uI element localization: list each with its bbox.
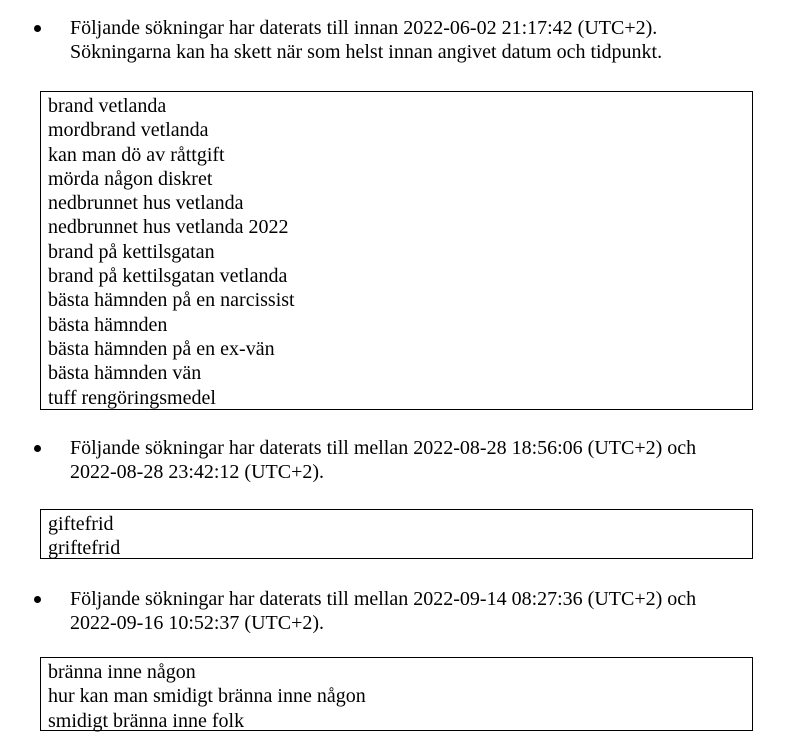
search-term: giftefrid bbox=[48, 513, 114, 535]
search-term: brand på kettilsgatan vetlanda bbox=[48, 265, 288, 288]
heading-line: Följande sökningar har daterats till mellan 2022-08-28 18:56:06 (UTC+2) och bbox=[70, 437, 697, 459]
section-2-search-list bbox=[40, 509, 753, 559]
section-1-search-list bbox=[40, 91, 753, 410]
bullet-icon bbox=[34, 596, 41, 603]
section-1-heading bbox=[70, 16, 770, 64]
search-term: mordbrand vetlanda bbox=[48, 119, 209, 142]
search-term: bästa hämnden på en ex-vän bbox=[48, 337, 275, 360]
search-term: griftefrid bbox=[48, 537, 121, 560]
section-2-heading bbox=[70, 436, 770, 484]
search-term: kan man dö av råttgift bbox=[48, 143, 225, 166]
search-term: nedbrunnet hus vetlanda bbox=[48, 192, 244, 215]
search-term: hur kan man smidigt bränna inne någon bbox=[48, 685, 366, 708]
search-term: mörda någon diskret bbox=[48, 167, 213, 190]
search-term: bränna inne någon bbox=[48, 661, 196, 683]
heading-line: Sökningarna kan ha skett när som helst innan angivet datum och tidpunkt. bbox=[70, 41, 663, 63]
search-term: bästa hämnden bbox=[48, 313, 168, 336]
search-term: brand vetlanda bbox=[48, 95, 167, 117]
search-term: nedbrunnet hus vetlanda 2022 bbox=[48, 216, 289, 239]
heading-line: Följande sökningar har daterats till mellan 2022-09-14 08:27:36 (UTC+2) och bbox=[70, 588, 697, 610]
section-3-heading bbox=[70, 587, 770, 635]
bullet-icon bbox=[34, 25, 41, 32]
bullet-icon bbox=[34, 445, 41, 452]
heading-line: Följande sökningar har daterats till innan 2022-06-02 21:17:42 (UTC+2). bbox=[70, 17, 658, 39]
search-term: tuff rengöringsmedel bbox=[48, 386, 216, 409]
search-term: smidigt bränna inne folk bbox=[48, 709, 245, 732]
search-term: bästa hämnden på en narcissist bbox=[48, 289, 295, 312]
heading-line: 2022-09-16 10:52:37 (UTC+2). bbox=[70, 612, 325, 634]
search-term: bästa hämnden vän bbox=[48, 362, 202, 385]
heading-line: 2022-08-28 23:42:12 (UTC+2). bbox=[70, 461, 325, 483]
section-3-search-list bbox=[40, 657, 753, 731]
search-term: brand på kettilsgatan bbox=[48, 240, 215, 263]
